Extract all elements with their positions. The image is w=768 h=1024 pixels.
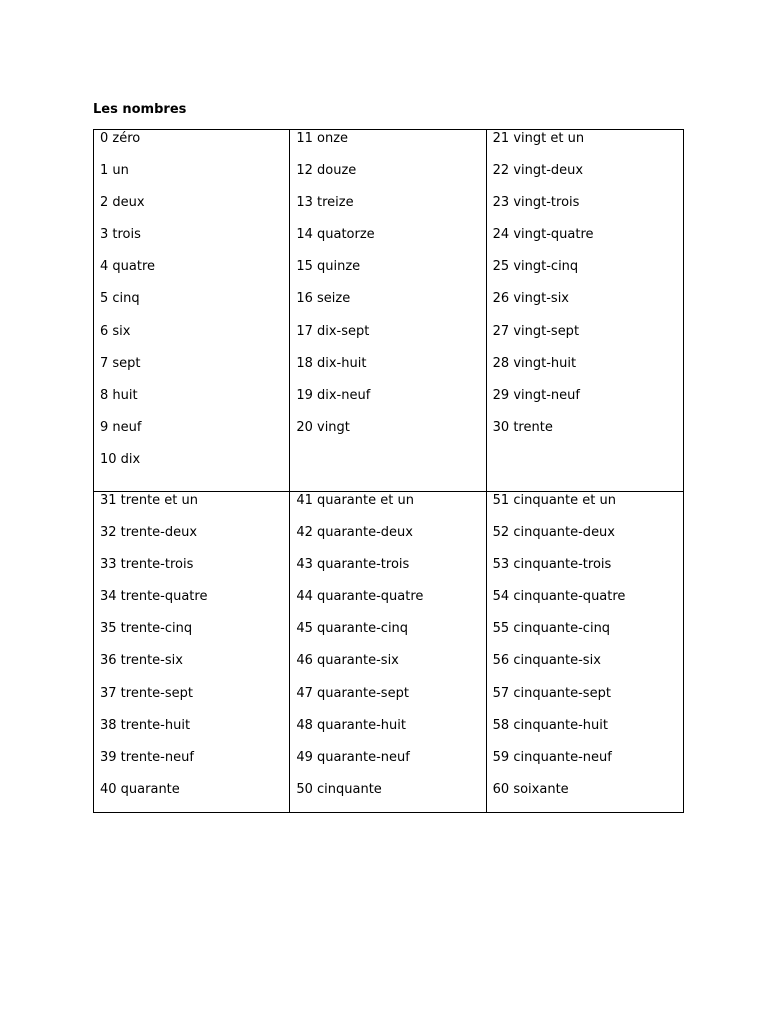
number-entry: 38 trente-huit: [100, 717, 191, 733]
number-entry: 15 quinze: [296, 259, 361, 275]
number-entry: 20 vingt: [296, 419, 350, 435]
number-entry: 23 vingt-trois: [492, 195, 580, 211]
number-entry: 28 vingt-huit: [492, 355, 577, 371]
number-entry: 30 trente: [492, 419, 553, 435]
number-entry: 0 zéro: [100, 131, 141, 146]
number-entry: 58 cinquante-huit: [492, 717, 608, 733]
number-entry: 60 soixante: [492, 781, 569, 797]
number-entry: 2 deux: [100, 195, 145, 211]
number-entry: 4 quatre: [100, 259, 156, 275]
number-entry: 41 quarante et un: [296, 493, 414, 508]
number-entry: 52 cinquante-deux: [492, 525, 615, 541]
number-entry: 53 cinquante-trois: [492, 557, 612, 573]
number-entry: 57 cinquante-sept: [492, 685, 611, 701]
number-entry: 9 neuf: [100, 419, 142, 435]
number-entry: 32 trente-deux: [100, 525, 198, 541]
number-entry: 44 quarante-quatre: [296, 589, 424, 605]
number-entry: 42 quarante-deux: [296, 525, 413, 541]
number-entry: 47 quarante-sept: [296, 685, 409, 701]
number-entry: 25 vingt-cinq: [492, 259, 579, 275]
table-row: [94, 492, 684, 813]
number-entry: 45 quarante-cinq: [296, 621, 409, 637]
number-entry: 1 un: [100, 163, 129, 179]
table-cell: [94, 492, 290, 813]
number-entry: 16 seize: [296, 291, 351, 307]
table-row: [94, 130, 684, 492]
number-entry: 35 trente-cinq: [100, 621, 193, 637]
number-entry: 37 trente-sept: [100, 685, 193, 701]
number-entry: 31 trente et un: [100, 493, 199, 508]
numbers-table-body: [94, 130, 684, 813]
number-entry: 54 cinquante-quatre: [492, 589, 626, 605]
number-entry: 43 quarante-trois: [296, 557, 410, 573]
table-cell: [486, 492, 683, 813]
number-entry: 46 quarante-six: [296, 653, 399, 669]
number-entry: 18 dix-huit: [296, 355, 367, 371]
number-entry: 7 sept: [100, 355, 141, 371]
table-cell: [290, 492, 486, 813]
number-entry: 8 huit: [100, 387, 138, 403]
number-entry: 12 douze: [296, 163, 357, 179]
number-entry: 40 quarante: [100, 781, 180, 797]
page-title: Les nombres: [93, 102, 187, 117]
number-entry: 48 quarante-huit: [296, 717, 406, 733]
number-entry: 6 six: [100, 323, 131, 339]
number-entry: 36 trente-six: [100, 653, 183, 669]
number-entry: 5 cinq: [100, 291, 140, 307]
number-entry: 26 vingt-six: [492, 291, 569, 307]
number-entry: 33 trente-trois: [100, 557, 194, 573]
number-entry: 39 trente-neuf: [100, 749, 194, 765]
table-cell: [290, 130, 486, 492]
number-entry: 56 cinquante-six: [492, 653, 601, 669]
number-entry: 51 cinquante et un: [492, 493, 616, 508]
table-cell: [94, 130, 290, 492]
number-entry: 3 trois: [100, 227, 141, 243]
number-entry: 49 quarante-neuf: [296, 749, 410, 765]
number-entry: 21 vingt et un: [492, 131, 585, 146]
number-entry: 14 quatorze: [296, 227, 375, 243]
number-entry: 59 cinquante-neuf: [492, 749, 612, 765]
number-entry: 29 vingt-neuf: [492, 387, 580, 403]
number-entry: 34 trente-quatre: [100, 589, 208, 605]
number-entry: 19 dix-neuf: [296, 387, 371, 403]
number-entry: 27 vingt-sept: [492, 323, 580, 339]
number-entry: 55 cinquante-cinq: [492, 621, 611, 637]
number-entry: 11 onze: [296, 131, 349, 146]
number-entry: 13 treize: [296, 195, 354, 211]
number-entry: 50 cinquante: [296, 781, 382, 797]
number-entry: 22 vingt-deux: [492, 163, 584, 179]
table-cell: [486, 130, 683, 492]
numbers-table: [93, 129, 684, 813]
number-entry: 17 dix-sept: [296, 323, 370, 339]
number-entry: 10 dix: [100, 451, 141, 467]
number-entry: 24 vingt-quatre: [492, 227, 594, 243]
